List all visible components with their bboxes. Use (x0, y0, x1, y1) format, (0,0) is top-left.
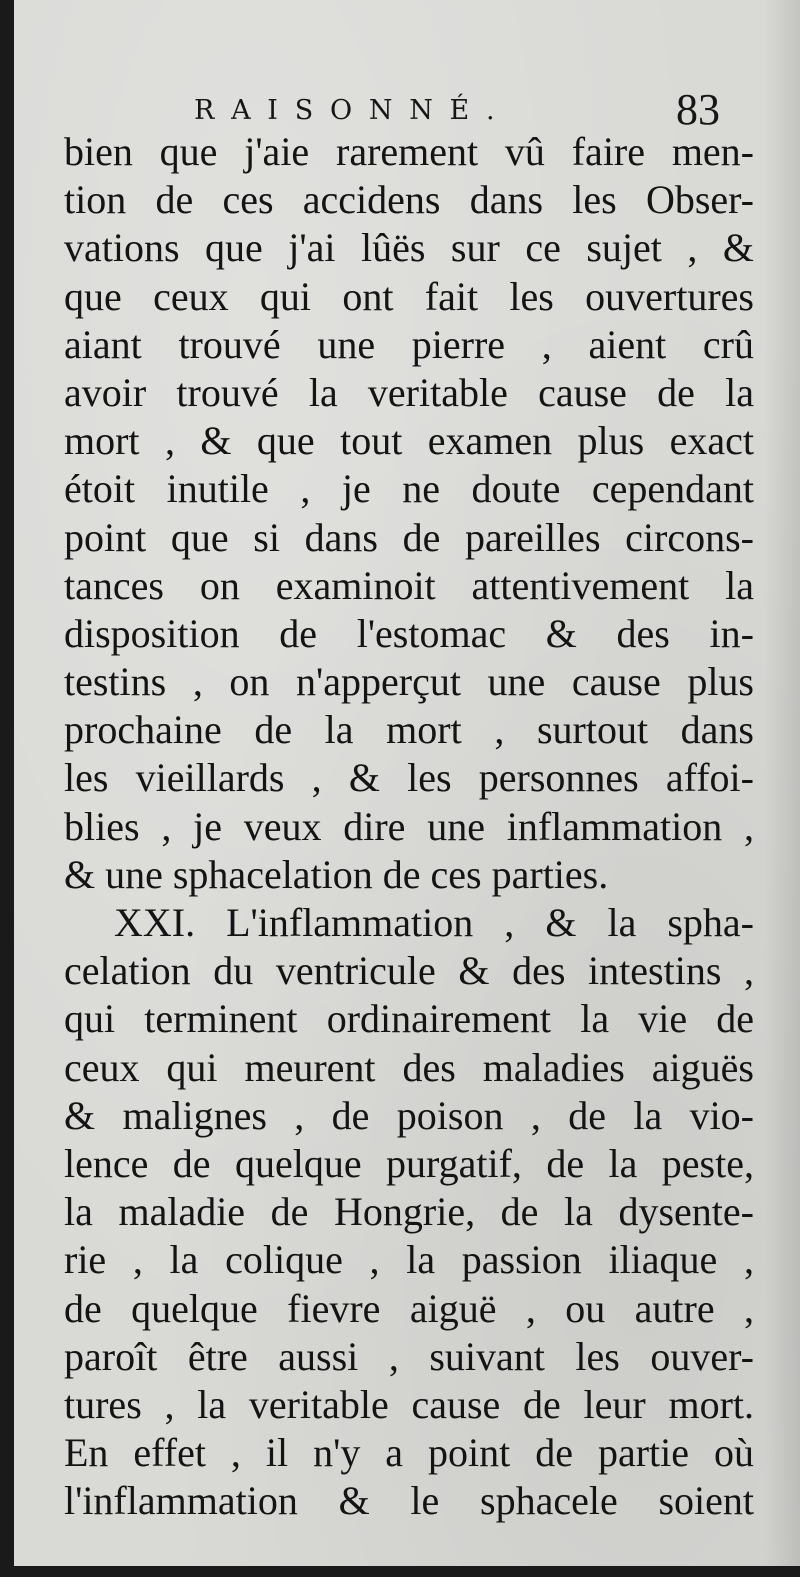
text-line: mort , & que tout examen plus exact (64, 418, 754, 464)
text-line: tion de ces accidens dans les Obser- (64, 177, 754, 223)
text-line: bien que j'aie rarement vû faire men- (64, 129, 754, 174)
text-line: que ceux qui ont fait les ouvertures (64, 273, 754, 319)
section-heading-line: XXI. L'inflammation , & la spha- (114, 900, 754, 945)
text-line: rie , la colique , la passion iliaque , (64, 1237, 754, 1283)
text-line: En effet , il n'y a point de partie où (64, 1430, 754, 1476)
text-line: lence de quelque purgatif, de la peste, (64, 1140, 754, 1186)
text-line: blies , je veux dire une inflammation , (64, 803, 754, 849)
text-line: la maladie de Hongrie, de la dysente- (64, 1189, 754, 1235)
paragraph-end-line: & une sphacelation de ces parties. (64, 851, 609, 897)
text-line: & malignes , de poison , de la vio- (64, 1092, 754, 1138)
text-line: l'inflammation & le sphacele soient (64, 1478, 754, 1524)
text-line: de quelque fievre aiguë , ou autre , (64, 1285, 754, 1331)
page-edge-shadow (764, 0, 800, 1566)
text-line: aiant trouvé une pierre , aient crû (64, 321, 754, 367)
book-page (14, 0, 800, 1566)
text-line: ceux qui meurent des maladies aiguës (64, 1044, 754, 1090)
text-line: avoir trouvé la veritable cause de la (64, 369, 754, 415)
text-line: testins , on n'apperçut une cause plus (64, 659, 754, 705)
text-line: celation du ventricule & des intestins , (64, 948, 754, 994)
text-line: tances on examinoit attentivement la (64, 562, 754, 608)
text-line: vations que j'ai lûës sur ce sujet , & (64, 225, 754, 271)
running-title: RAISONNÉ. (194, 95, 512, 126)
text-line: paroît être aussi , suivant les ouver- (64, 1333, 754, 1379)
text-line: disposition de l'estomac & des in- (64, 610, 754, 656)
text-line: les vieillards , & les personnes affoi- (64, 755, 754, 801)
text-line: tures , la veritable cause de leur mort. (64, 1381, 754, 1427)
text-line: prochaine de la mort , surtout dans (64, 707, 754, 753)
text-line: étoit inutile , je ne doute cependant (64, 466, 754, 512)
page-number: 83 (676, 85, 720, 134)
body-text (64, 128, 754, 1525)
text-line: point que si dans de pareilles circons- (64, 514, 754, 560)
text-line: qui terminent ordinairement la vie de (64, 996, 754, 1042)
